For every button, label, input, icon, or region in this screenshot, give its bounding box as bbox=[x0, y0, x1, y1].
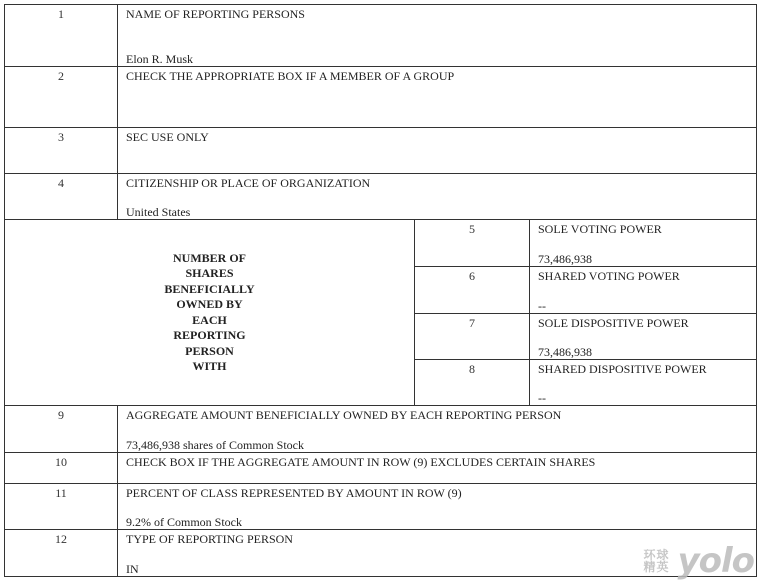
field-value: 73,486,938 bbox=[538, 252, 592, 266]
field-label: SOLE VOTING POWER bbox=[538, 222, 662, 236]
row-number: 8 bbox=[415, 360, 530, 406]
row-number: 11 bbox=[5, 484, 118, 530]
row-content bbox=[530, 267, 757, 314]
field-label: PERCENT OF CLASS REPRESENTED BY AMOUNT IN ROW (9) bbox=[126, 486, 462, 500]
row-10 bbox=[5, 453, 757, 484]
field-label: NAME OF REPORTING PERSONS bbox=[126, 7, 305, 21]
shares-header-line: REPORTING bbox=[173, 328, 246, 342]
field-label: SHARED DISPOSITIVE POWER bbox=[538, 362, 707, 376]
row-number: 10 bbox=[5, 453, 118, 484]
cover-table bbox=[4, 4, 757, 581]
field-value: Elon R. Musk bbox=[126, 52, 194, 66]
row-content bbox=[530, 314, 757, 360]
field-value: IN bbox=[126, 562, 139, 576]
field-label: SHARED VOTING POWER bbox=[538, 269, 680, 283]
row-number: 9 bbox=[5, 406, 118, 453]
field-value: -- bbox=[538, 299, 546, 313]
row-content bbox=[118, 5, 757, 67]
shares-header-line: SHARES bbox=[185, 266, 234, 280]
shares-header-line: EACH bbox=[192, 312, 227, 327]
field-label: SEC USE ONLY bbox=[126, 130, 209, 144]
field-label: AGGREGATE AMOUNT BENEFICIALLY OWNED BY EACH REPORTING PERSON bbox=[126, 408, 562, 422]
row-content bbox=[118, 484, 757, 530]
row-11 bbox=[5, 484, 757, 530]
shares-header-line: WITH bbox=[192, 359, 227, 373]
field-label: CHECK THE APPROPRIATE BOX IF A MEMBER OF A GROUP bbox=[126, 69, 455, 83]
row-content bbox=[118, 67, 757, 128]
shares-header-line: OWNED BY bbox=[176, 297, 243, 311]
row-number: 1 bbox=[5, 5, 118, 67]
row-content bbox=[118, 453, 757, 484]
schedule-cover-page bbox=[4, 4, 756, 581]
row-number: 2 bbox=[5, 67, 118, 128]
watermark-text: yolo bbox=[677, 541, 754, 581]
watermark-chinese-text: 环球精英 bbox=[643, 548, 670, 574]
field-label: TYPE OF REPORTING PERSON bbox=[126, 532, 293, 546]
row-content bbox=[530, 360, 757, 406]
field-value: 9.2% of Common Stock bbox=[126, 515, 242, 529]
watermark-logo bbox=[637, 541, 754, 581]
row-3 bbox=[5, 128, 757, 174]
field-value: 73,486,938 shares of Common Stock bbox=[126, 438, 304, 452]
field-value: -- bbox=[538, 391, 546, 405]
shares-header-line: BENEFICIALLY bbox=[164, 281, 255, 296]
row-content bbox=[118, 128, 757, 174]
field-value: United States bbox=[126, 205, 191, 219]
row-content bbox=[118, 406, 757, 453]
field-value: 73,486,938 bbox=[538, 345, 592, 359]
row-number: 5 bbox=[415, 220, 530, 267]
field-label: CHECK BOX IF THE AGGREGATE AMOUNT IN ROW (9) EXCLUDES CERTAIN SHARES bbox=[126, 455, 596, 469]
shares-header-line: NUMBER OF bbox=[173, 250, 246, 265]
shares-header-line: PERSON bbox=[185, 343, 234, 358]
row-5 bbox=[5, 220, 757, 267]
row-number: 3 bbox=[5, 128, 118, 174]
field-label: CITIZENSHIP OR PLACE OF ORGANIZATION bbox=[126, 176, 371, 190]
shares-beneficially-owned-label bbox=[5, 220, 415, 406]
field-label: SOLE DISPOSITIVE POWER bbox=[538, 316, 689, 330]
row-4 bbox=[5, 174, 757, 220]
row-number: 6 bbox=[415, 267, 530, 314]
row-2 bbox=[5, 67, 757, 128]
row-9 bbox=[5, 406, 757, 453]
row-number: 12 bbox=[5, 530, 118, 577]
row-number: 7 bbox=[415, 314, 530, 360]
row-content bbox=[118, 174, 757, 220]
row-content bbox=[530, 220, 757, 267]
row-number: 4 bbox=[5, 174, 118, 220]
row-1 bbox=[5, 5, 757, 67]
